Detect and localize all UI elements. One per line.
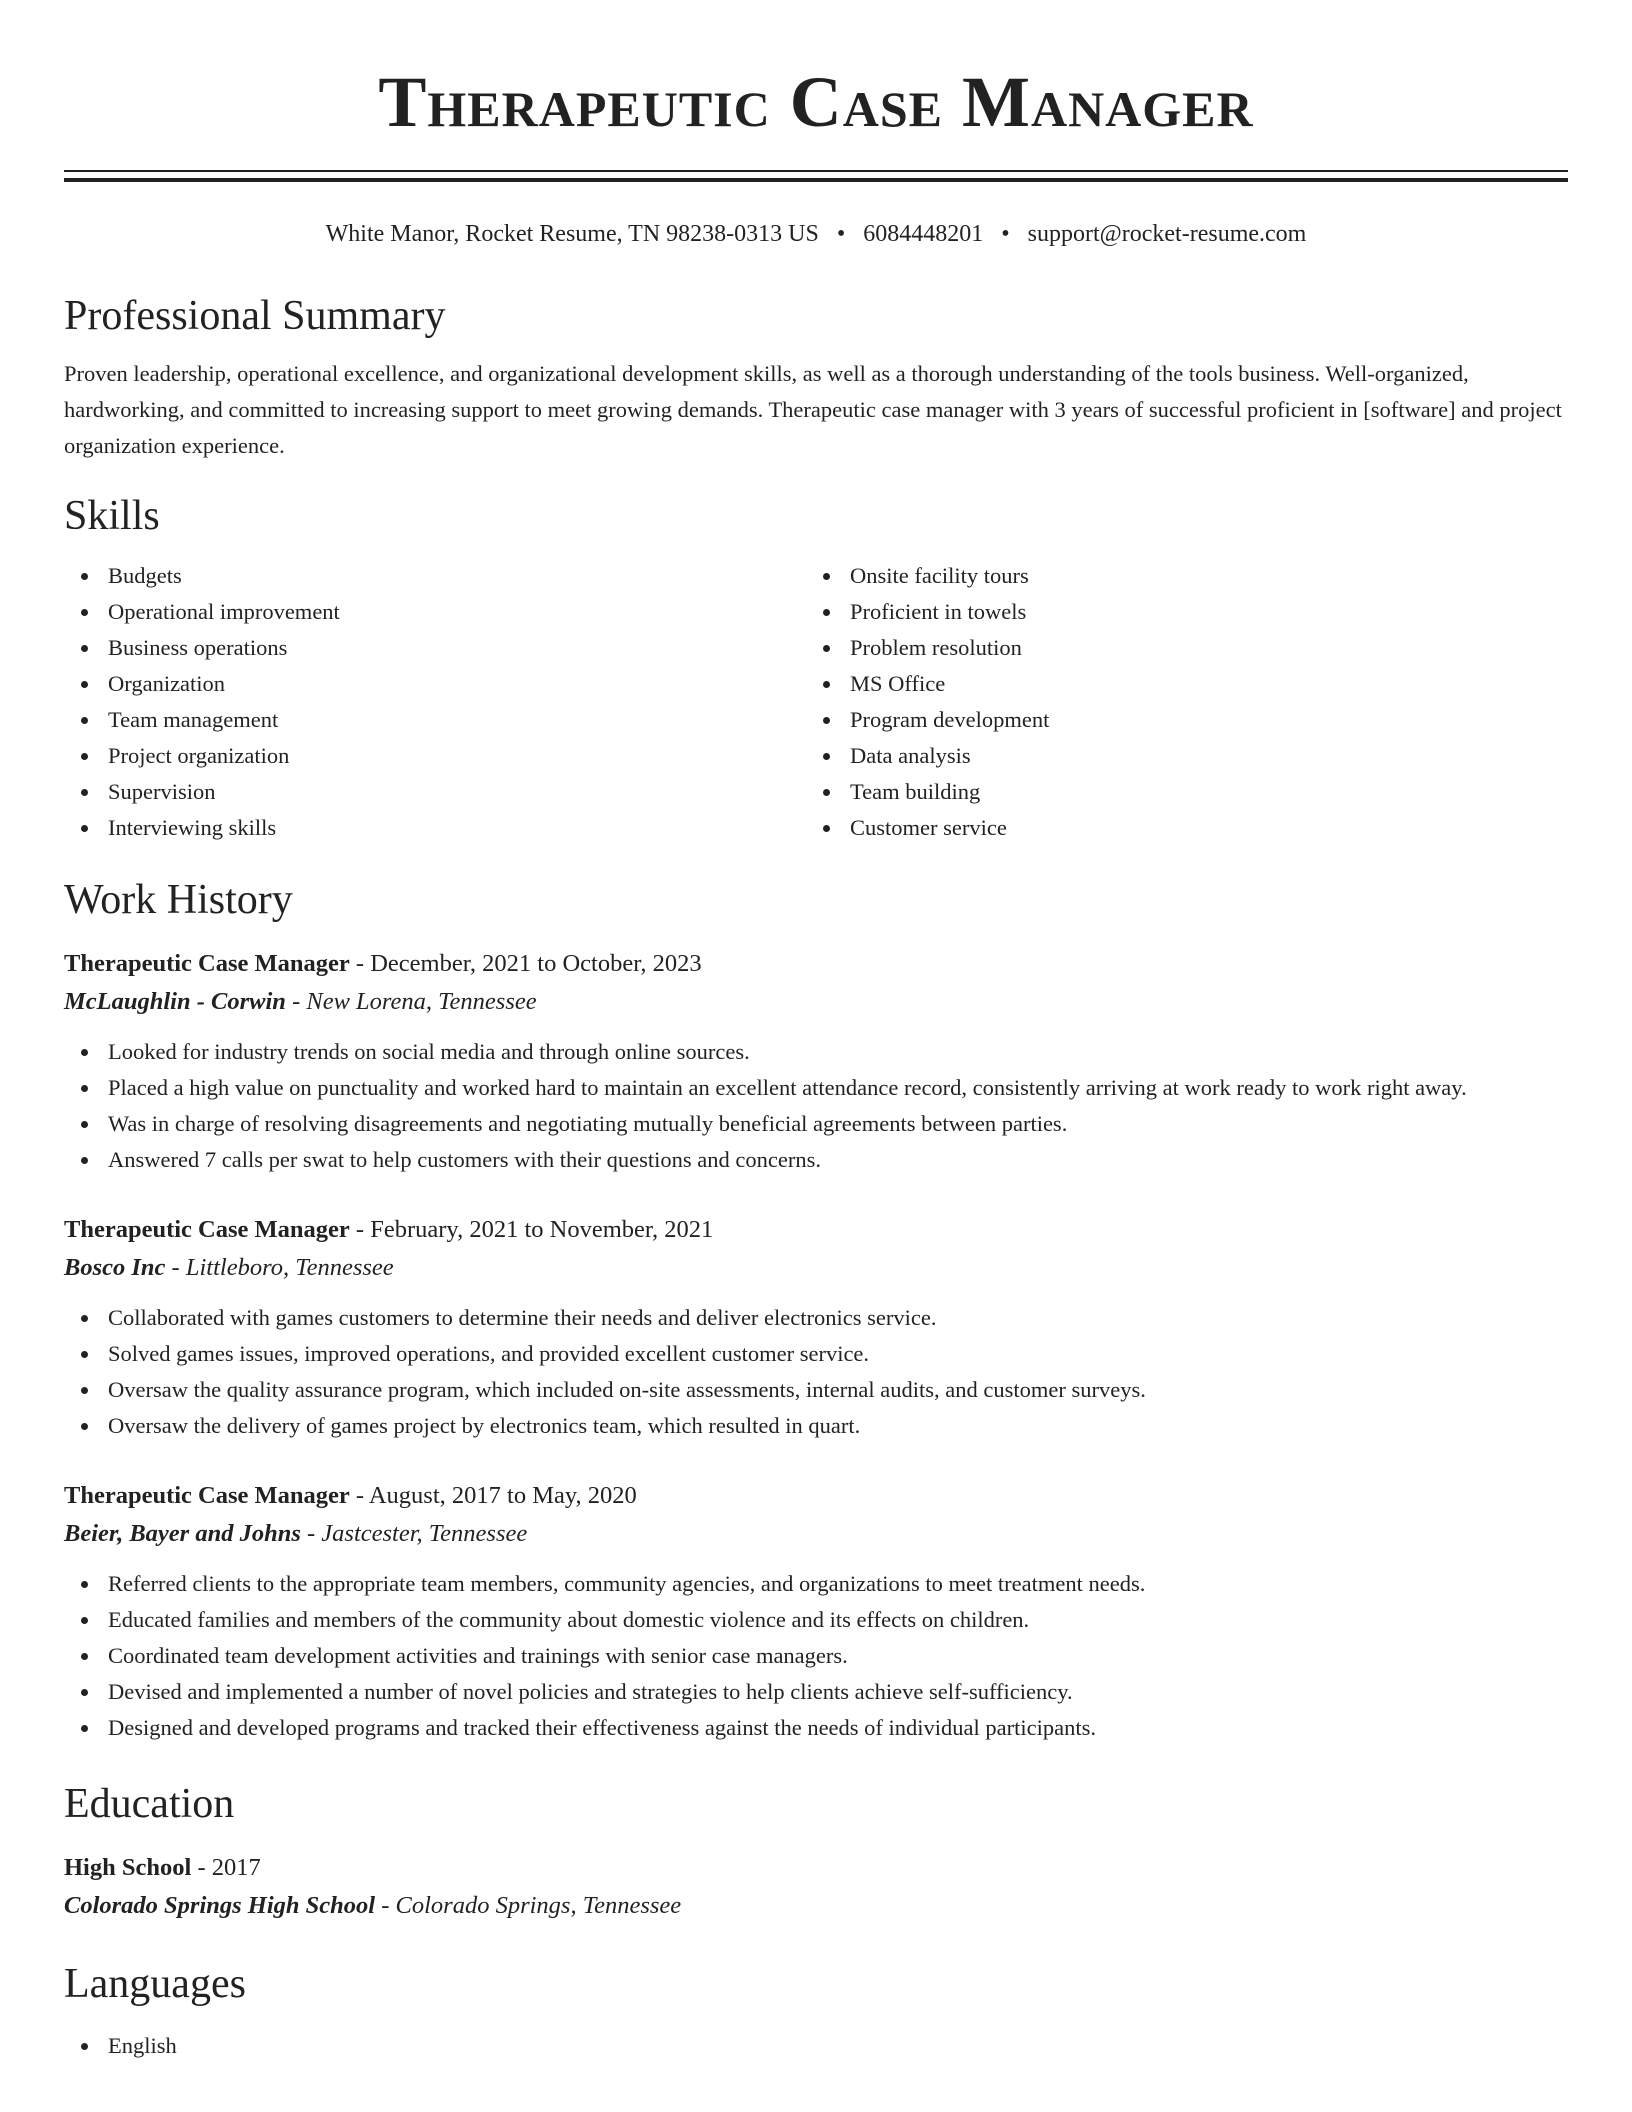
contact-separator: • bbox=[836, 221, 846, 247]
skill-item: Operational improvement bbox=[64, 594, 806, 630]
education-degree-line: High School - 2017 bbox=[64, 1854, 261, 1881]
skill-item: Customer service bbox=[806, 810, 1548, 846]
education-heading: Education bbox=[64, 1781, 235, 1827]
resume-name: Therapeutic Case Manager bbox=[378, 62, 1254, 142]
job-location: Jastcester, Tennessee bbox=[321, 1520, 528, 1547]
job-title-line: Therapeutic Case Manager - February, 2021 to November, 2021 bbox=[64, 1216, 714, 1243]
job-bullet: Devised and implemented a number of novel policies and strategies to help clients achieve self-sufficiency. bbox=[64, 1674, 1568, 1710]
job-location: New Lorena, Tennessee bbox=[306, 988, 537, 1015]
job-title: Therapeutic Case Manager bbox=[64, 1216, 350, 1243]
languages-list bbox=[64, 2028, 1568, 2064]
skill-item: Business operations bbox=[64, 630, 806, 666]
job-bullets bbox=[64, 1566, 1568, 1746]
job-bullet: Oversaw the delivery of games project by electronics team, which resulted in quart. bbox=[64, 1408, 1568, 1444]
job-bullet: Referred clients to the appropriate team members, community agencies, and organizations to meet treatment needs. bbox=[64, 1566, 1568, 1602]
job-company: McLaughlin - Corwin bbox=[64, 988, 286, 1015]
skill-item: Proficient in towels bbox=[806, 594, 1548, 630]
job-bullet: Designed and developed programs and tracked their effectiveness against the needs of individual participants. bbox=[64, 1710, 1568, 1746]
skills-column-left bbox=[64, 558, 806, 846]
job-bullet: Solved games issues, improved operations, and provided excellent customer service. bbox=[64, 1336, 1568, 1372]
skill-item: Program development bbox=[806, 702, 1548, 738]
skill-item: Project organization bbox=[64, 738, 806, 774]
education-year: 2017 bbox=[211, 1854, 261, 1881]
summary-heading: Professional Summary bbox=[64, 293, 446, 339]
skill-item: MS Office bbox=[806, 666, 1548, 702]
languages-heading: Languages bbox=[64, 1961, 246, 2007]
skill-item: Organization bbox=[64, 666, 806, 702]
skills-column-right bbox=[806, 558, 1548, 846]
job-bullet: Educated families and members of the community about domestic violence and its effects on children. bbox=[64, 1602, 1568, 1638]
summary-text: Proven leadership, operational excellence, and organizational development skills, as well as a thorough understanding of the tools business. Well-organized, hardworking, and committed to increasing support to meet growing demands. Therapeutic case manager with 3 years of successful proficient in [software] and project organization experience. bbox=[64, 361, 1562, 458]
education-degree: High School bbox=[64, 1854, 192, 1881]
job-title-line: Therapeutic Case Manager - December, 2021 to October, 2023 bbox=[64, 950, 702, 977]
job-dates: December, 2021 to October, 2023 bbox=[370, 950, 702, 977]
job-company-line: Beier, Bayer and Johns - Jastcester, Tennessee bbox=[64, 1520, 528, 1547]
job-bullet: Oversaw the quality assurance program, which included on-site assessments, internal audits, and customer surveys. bbox=[64, 1372, 1568, 1408]
job-bullet: Collaborated with games customers to determine their needs and deliver electronics service. bbox=[64, 1300, 1568, 1336]
language-item: English bbox=[64, 2028, 1568, 2064]
skill-item: Team building bbox=[806, 774, 1548, 810]
job-bullet: Answered 7 calls per swat to help customers with their questions and concerns. bbox=[64, 1142, 1568, 1178]
job-bullet: Looked for industry trends on social media and through online sources. bbox=[64, 1034, 1568, 1070]
skill-item: Budgets bbox=[64, 558, 806, 594]
job-company-line: McLaughlin - Corwin - New Lorena, Tennessee bbox=[64, 988, 537, 1015]
job-bullets bbox=[64, 1034, 1568, 1178]
education-entry bbox=[64, 1850, 1568, 1926]
job-bullet: Was in charge of resolving disagreements and negotiating mutually beneficial agreements between parties. bbox=[64, 1106, 1568, 1142]
contact-separator: • bbox=[1001, 221, 1010, 247]
education-school-line: Colorado Springs High School - Colorado Springs, Tennessee bbox=[64, 1892, 682, 1919]
skill-item: Problem resolution bbox=[806, 630, 1548, 666]
job-title: Therapeutic Case Manager bbox=[64, 1482, 350, 1509]
job-bullet: Coordinated team development activities and trainings with senior case managers. bbox=[64, 1638, 1568, 1674]
skill-item: Interviewing skills bbox=[64, 810, 806, 846]
job-entry bbox=[64, 1212, 1568, 1444]
job-bullets bbox=[64, 1300, 1568, 1444]
skills-heading: Skills bbox=[64, 493, 160, 539]
contact-phone: 6084448201 bbox=[863, 221, 984, 247]
work-history-heading: Work History bbox=[64, 877, 293, 923]
job-location: Littleboro, Tennessee bbox=[185, 1254, 394, 1281]
contact-line bbox=[64, 218, 1568, 250]
skill-item: Data analysis bbox=[806, 738, 1548, 774]
skill-item: Team management bbox=[64, 702, 806, 738]
job-entry bbox=[64, 1478, 1568, 1746]
job-dates: February, 2021 to November, 2021 bbox=[370, 1216, 714, 1243]
contact-address: White Manor, Rocket Resume, TN 98238-0313 US bbox=[325, 221, 819, 247]
skills-list bbox=[64, 558, 1568, 846]
job-company-line: Bosco Inc - Littleboro, Tennessee bbox=[64, 1254, 394, 1281]
job-bullet: Placed a high value on punctuality and worked hard to maintain an excellent attendance record, consistently arriving at work ready to work right away. bbox=[64, 1070, 1568, 1106]
header-divider bbox=[64, 170, 1568, 182]
education-location: Colorado Springs, Tennessee bbox=[395, 1892, 682, 1919]
job-title-line: Therapeutic Case Manager - August, 2017 to May, 2020 bbox=[64, 1482, 637, 1509]
job-company: Bosco Inc bbox=[64, 1254, 166, 1281]
skill-item: Onsite facility tours bbox=[806, 558, 1548, 594]
contact-email: support@rocket-resume.com bbox=[1027, 221, 1307, 247]
job-dates: August, 2017 to May, 2020 bbox=[368, 1482, 637, 1509]
education-school: Colorado Springs High School bbox=[64, 1892, 376, 1919]
job-company: Beier, Bayer and Johns bbox=[64, 1520, 301, 1547]
job-entry bbox=[64, 946, 1568, 1178]
job-title: Therapeutic Case Manager bbox=[64, 950, 350, 977]
skill-item: Supervision bbox=[64, 774, 806, 810]
